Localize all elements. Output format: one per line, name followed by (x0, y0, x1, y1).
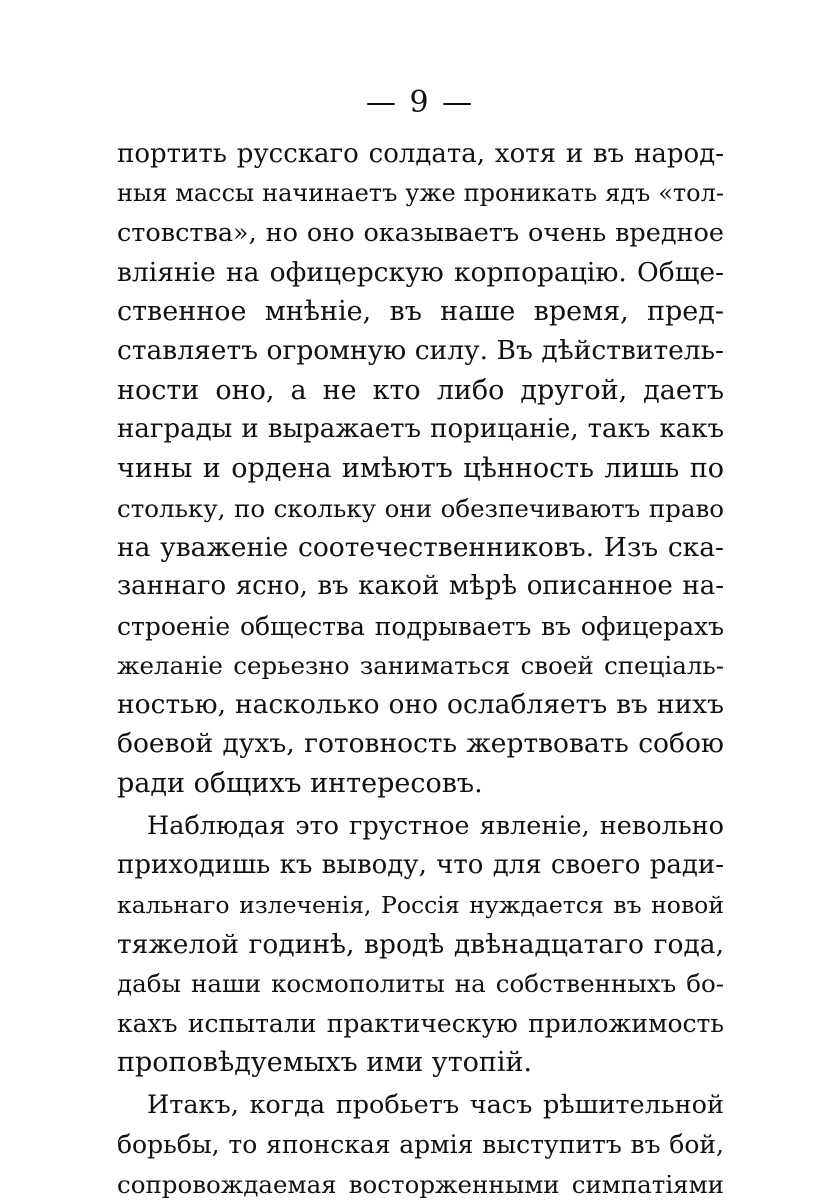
text-line: чины и ордена имѣютъ цѣнность лишь по (117, 453, 724, 485)
text-line: заннаго ясно, въ какой мѣрѣ описанное на- (117, 571, 724, 602)
text-line: награды и выражаетъ порицаніе, такъ какъ (117, 414, 724, 445)
text-line: тяжелой годинѣ, вродѣ двѣнадцатаго года, (117, 928, 724, 960)
paragraph-3 (117, 1086, 724, 1204)
text-line: ности оно, а не кто либо другой, даетъ (117, 374, 724, 406)
text-line: стольку, по скольку они обезпечиваютъ право (117, 493, 724, 523)
text-line: ради общихъ интересовъ. (117, 767, 483, 799)
text-line: Наблюдая это грустное явленіе, невольно (147, 811, 724, 842)
paragraph-2 (117, 807, 724, 1082)
text-line: приходишь къ выводу, что для своего ради- (117, 850, 724, 881)
text-line: вліяніе на офицерскую корпорацію. Обще- (117, 256, 724, 288)
text-line: кальнаго излеченія, Россія нуждается въ новой (117, 890, 724, 919)
body-text (117, 135, 724, 1204)
text-line: дабы наши космополиты на собственныхъ бо- (117, 969, 724, 999)
text-line: на уваженіе соотечественниковъ. Изъ ска- (117, 531, 724, 563)
page-number: — 9 — (365, 85, 475, 120)
text-line: портить русскаго солдата, хотя и въ народ- (117, 139, 724, 169)
text-line: сопровождаемая восторженными симпатіями (117, 1169, 724, 1199)
text-line: ставляетъ огромную силу. Въ дѣйствитель- (117, 335, 724, 367)
text-line: проповѣдуемыхъ ими утопій. (117, 1046, 533, 1078)
text-line: ственное мнѣніе, въ наше время, пред- (117, 296, 724, 328)
text-line: кахъ испытали практическую приложимость (117, 1008, 724, 1038)
text-line: ностью, насколько оно ослабляетъ въ нихъ (117, 689, 724, 721)
text-line: стовства», но оно оказываетъ очень вредное (117, 217, 724, 248)
paragraph-1 (117, 135, 724, 803)
text-line: желаніе серьезно заниматься своей спеціаль- (117, 650, 724, 680)
text-line: боевой духъ, готовность жертвовать собою (117, 728, 724, 760)
text-line: борьбы, то японская армія выступитъ въ бой, (117, 1130, 724, 1160)
text-line: Итакъ, когда пробьетъ часъ рѣшительной (147, 1090, 724, 1121)
text-line: ныя массы начинаетъ уже проникать ядъ «тол- (117, 179, 724, 208)
text-line: строеніе общества подрываетъ въ офицерахъ (117, 611, 724, 641)
